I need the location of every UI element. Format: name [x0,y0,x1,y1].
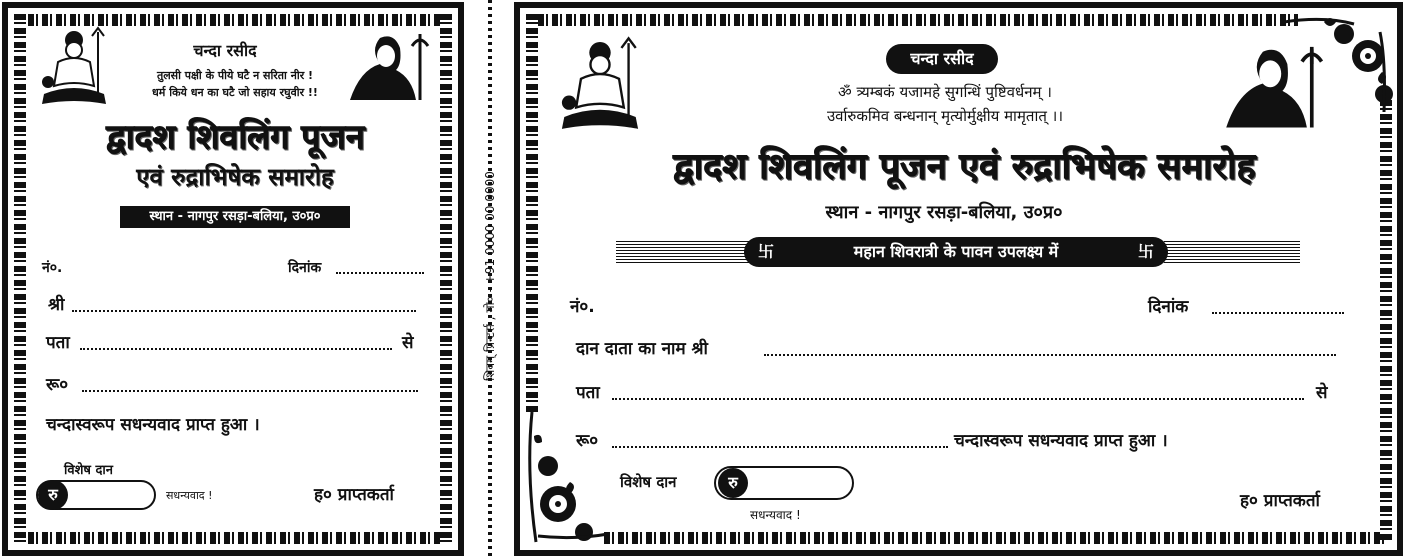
main-amount-field[interactable] [612,446,948,448]
main-thanks-line: चन्दास्वरूप सधन्यवाद प्राप्त हुआ । [954,431,1168,451]
stub-chain-border-left [14,14,26,544]
main-address-label: पता [576,383,600,403]
shiva-trishul-icon [1214,42,1324,130]
stub-date-field[interactable] [336,272,424,274]
stub-title-line2: एवं रुद्राभिषेक समारोह [136,163,334,191]
stub-amount-field[interactable] [82,390,418,392]
banner-stripes-left [616,241,752,263]
stub-chain-border-top [14,14,452,26]
stub-thanks-line: चन्दास्वरूप सधन्यवाद प्राप्त हुआ । [46,415,260,435]
stub-date-label: दिनांक [288,260,322,276]
main-donor-field[interactable] [764,354,1336,356]
main-heading-pill: चन्दा रसीद [886,44,998,74]
shiva-seated-icon [550,36,650,136]
main-rupee-label: रू० [576,431,599,451]
main-no-label: नं०. [570,297,595,317]
main-rupee-icon: रु [718,468,748,498]
main-location: स्थान - नागपुर रसड़ा-बलिया, उ०प्र० [825,202,1063,223]
main-date-label: दिनांक [1148,297,1189,317]
main-address-field[interactable] [612,398,1304,400]
main-mantra-line1: ॐ त्र्यम्बकं यजामहे सुगन्धिं पुष्टिवर्धनम् । [838,83,1052,101]
occasion-banner [744,237,1168,267]
main-chain-border-right [1380,100,1392,540]
stub-verse-line1: तुलसी पक्षी के पीये घटै न सरिता नीर ! [156,69,314,82]
stub-receiver: ह० प्राप्तकर्ता [314,485,394,505]
swastik-icon: 卐 [758,242,775,261]
main-dhanyavad: सधन्यवाद ! [750,508,801,522]
receipt-main [514,0,1405,558]
main-se-label: से [1316,383,1328,403]
main-date-field[interactable] [1212,312,1344,314]
stub-se-label: से [402,333,414,353]
main-receiver: ह० प्राप्तकर्ता [1240,491,1320,511]
stub-rupee-label: रू० [46,375,69,395]
stub-chain-border-right [440,14,452,544]
main-title: द्वादश शिवलिंग पूजन एवं रुद्राभिषेक समारोह [672,146,1256,187]
occasion-banner-text: महान शिवरात्री के पावन उपलक्ष्य में [853,242,1059,261]
shiva-trishul-icon [340,30,430,102]
stub-shri-label: श्री [48,295,65,315]
main-chain-border-left [526,14,538,414]
stub-shri-field[interactable] [72,310,416,312]
stub-special-label: विशेष दान [64,463,113,478]
stub-heading-pill: चन्दा रसीद [160,38,290,64]
stub-no-label: नं०. [42,260,63,276]
stub-address-field[interactable] [80,348,392,350]
stub-chain-border-bottom [14,532,452,544]
main-mantra-line2: उर्वारुकमिव बन्धनान् मृत्योर्मुक्षीय मामृतात् ।। [826,107,1064,125]
printer-credit: शिवम् प्रिन्टर्स , मो० - +91 0000 00 0000 [483,171,497,381]
main-special-label: विशेष दान [620,473,677,491]
stub-dhanyavad: सधन्यवाद ! [166,489,213,502]
stub-address-label: पता [46,333,70,353]
shiva-seated-icon [36,26,112,110]
receipt-stub [0,0,466,558]
banner-stripes-right [1164,241,1300,263]
floral-corner-icon [524,412,614,546]
perforation-strip [466,0,514,558]
stub-title-line1: द्वादश शिवलिंग पूजन [105,117,365,157]
stub-verse-line2: धर्म किये धन का घटै जो सहाय रघुवीर !! [152,86,318,99]
main-chain-border-bottom [604,532,1384,544]
swastik-icon: 卐 [1137,242,1154,261]
stub-rupee-icon: रु [38,480,68,510]
main-chain-border-top [538,14,1298,26]
stub-location-tag: स्थान - नागपुर रसड़ा-बलिया, उ०प्र० [120,206,350,228]
main-donor-label: दान दाता का नाम श्री [576,339,708,359]
